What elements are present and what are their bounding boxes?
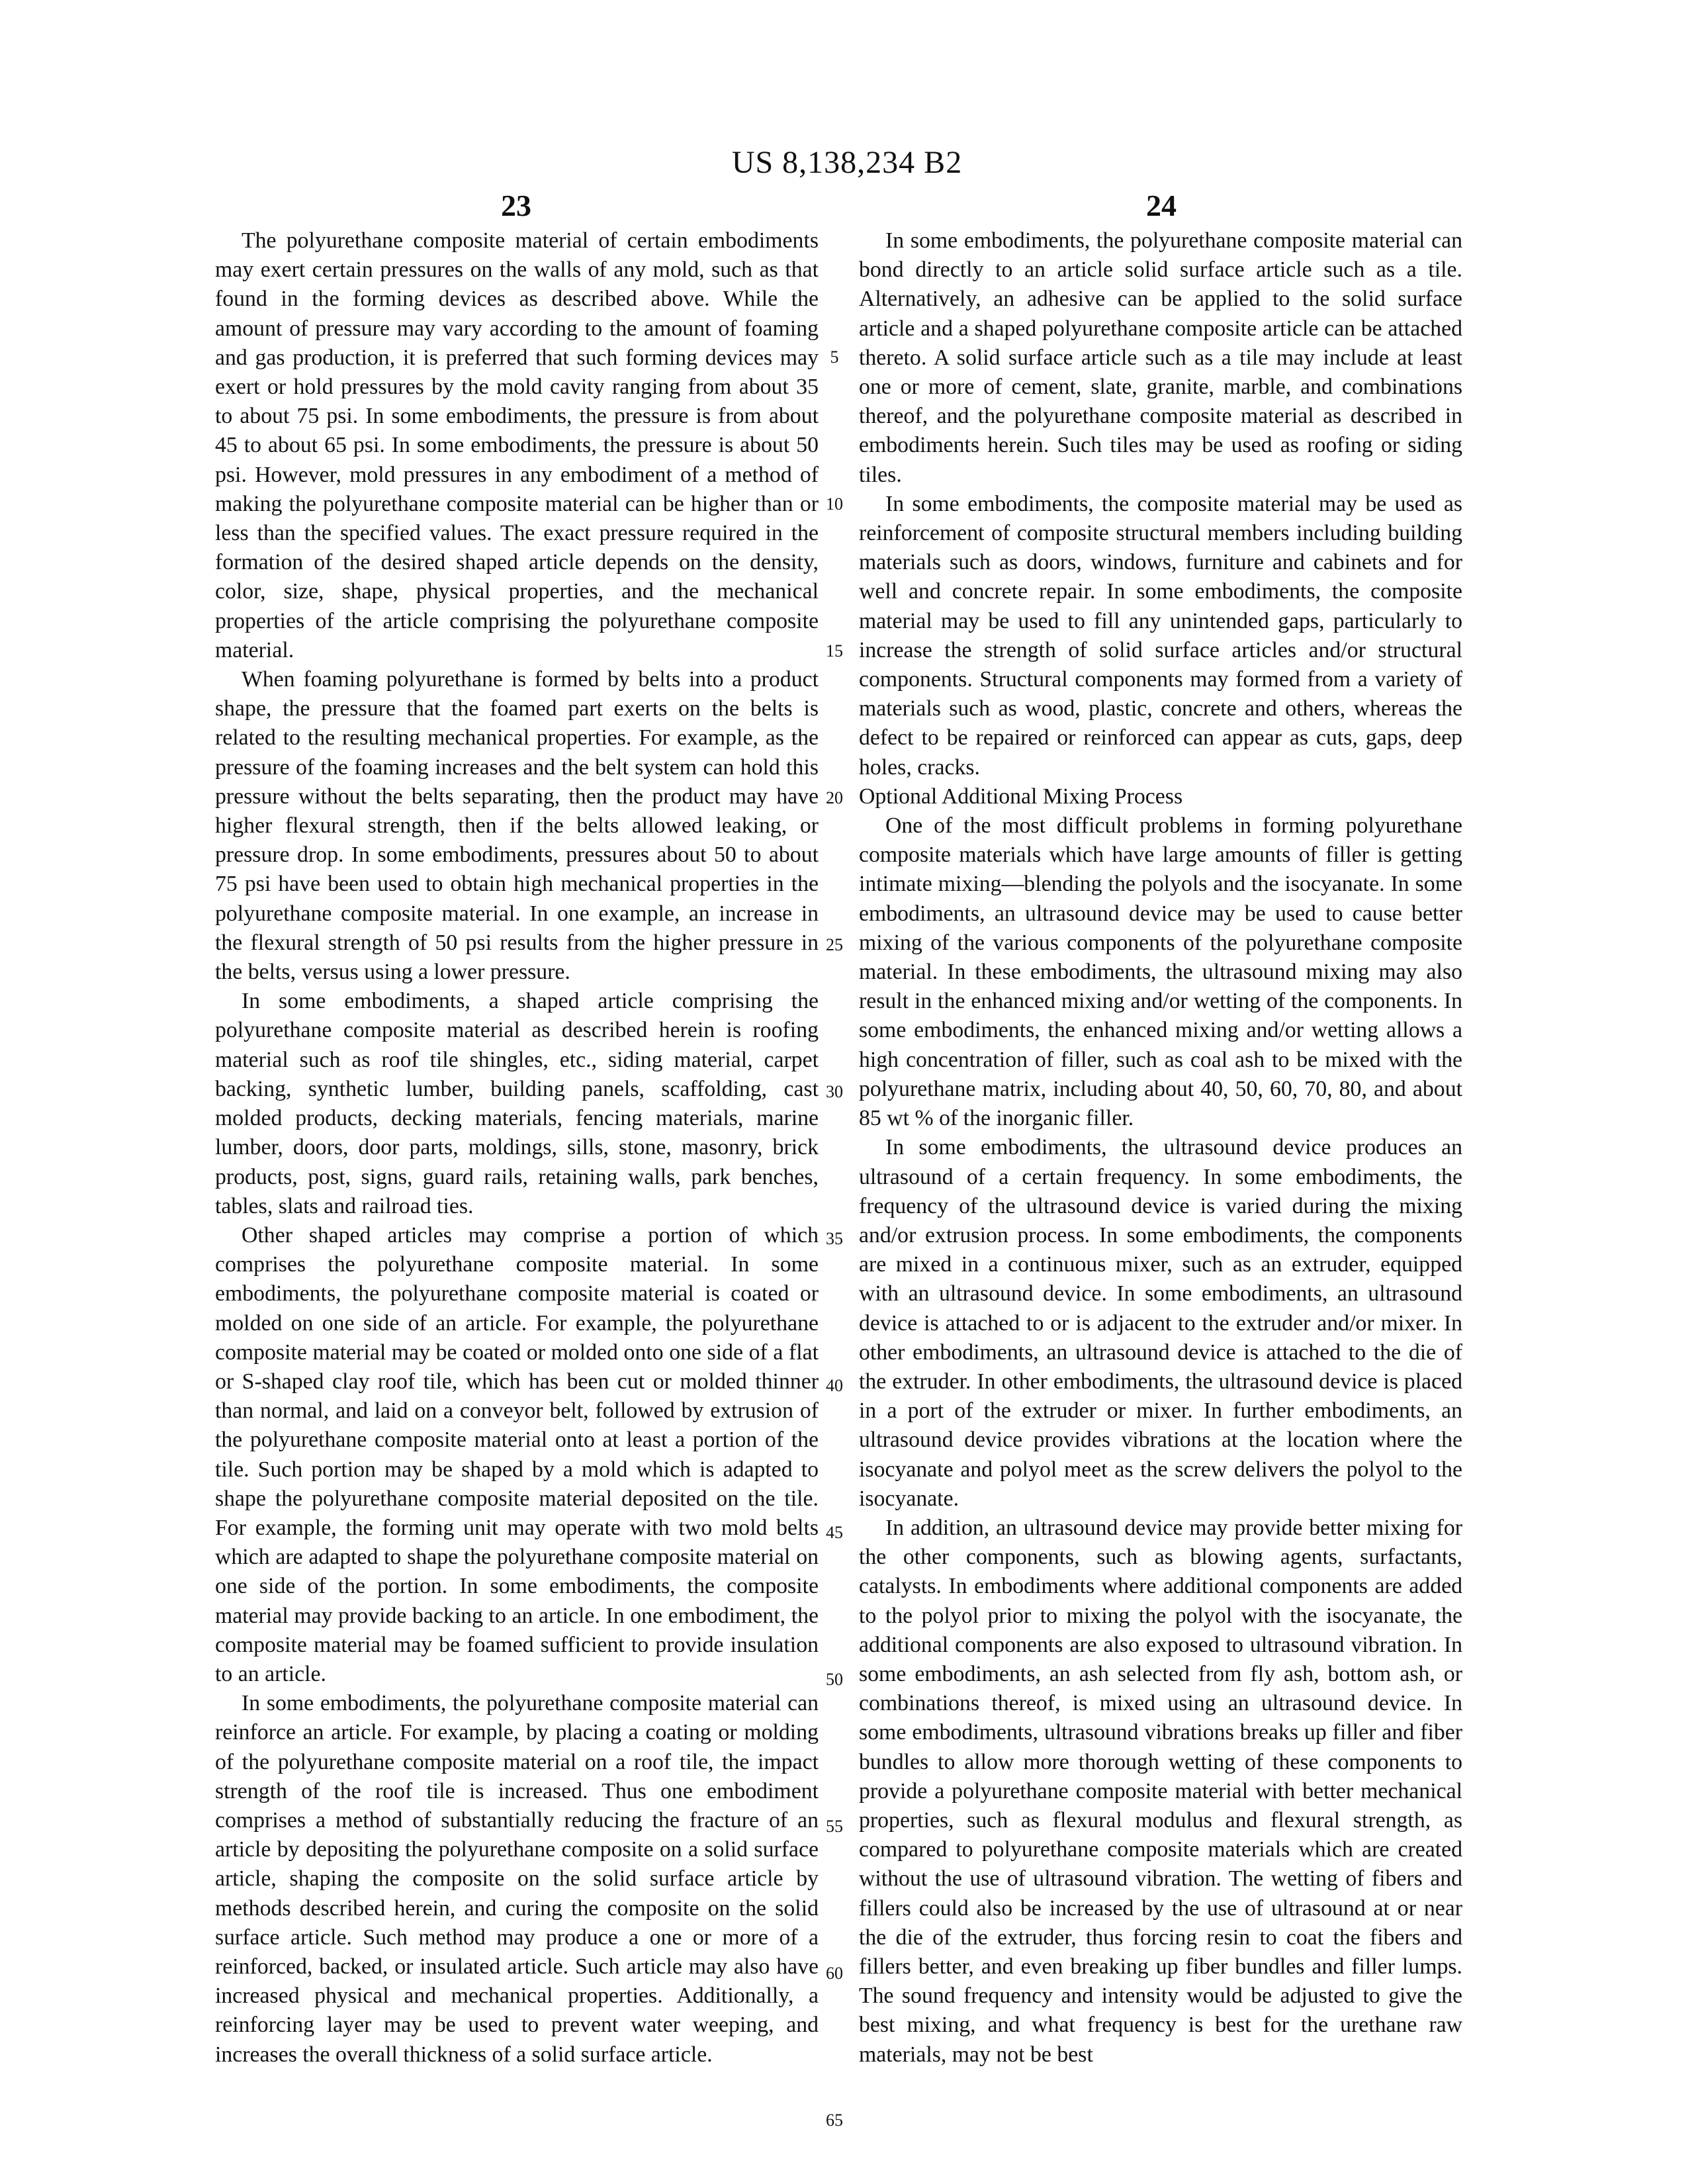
section-heading: Optional Additional Mixing Process (859, 782, 1462, 811)
left-paragraph-1: The polyurethane composite material of certain embodiments may exert certain pressures on the walls of any mold, such as that found in the forming devices as described above. While the amount of pressure may vary according to the amount of foaming and gas production, it is preferred that such forming devices may exert or hold pressures by the mold cavity ranging from about 35 to about 75 psi. In some embodiments, the pressure is from about 45 to about 65 psi. In some embodiments, the pressure is about 50 psi. However, mold pressures in any embodiment of a method of making the polyurethane composite material can be higher than or less than the specified values. The exact pressure required in the formation of the desired shaped article depends on the density, color, size, shape, physical properties, and the mechanical properties of the article comprising the polyurethane composite material. (215, 226, 819, 665)
left-paragraph-5: In some embodiments, the polyurethane composite material can reinforce an article. For example, by placing a coating or molding of the polyurethane composite material on a roof tile, the impact strength of the roof tile is increased. Thus one embodiment comprises a method of substantially reducing the fracture of an article by depositing the polyurethane composite on a solid surface article, shaping the composite on the solid surface article by methods described herein, and curing the composite on the solid surface article. Such method may produce a one or more of a reinforced, backed, or insulated article. Such article may also have increased physical and mechanical properties. Additionally, a reinforcing layer may be used to prevent water weeping, and increases the overall thickness of a solid surface article. (215, 1689, 819, 2070)
line-number: 45 (821, 1518, 848, 1547)
line-number: 50 (821, 1665, 848, 1694)
left-paragraph-4: Other shaped articles may comprise a portion of which comprises the polyurethane composite material. In some embodiments, the polyurethane composite material is coated or molded on one side of an article. For example, the polyurethane composite material may be coated or molded onto one side of a flat or S-shaped clay roof tile, which has been cut or molded thinner than normal, and laid on a conveyor belt, followed by extrusion of the polyurethane composite material onto at least a portion of the tile. Such portion may be shaped by a mold which is adapted to shape the polyurethane composite material deposited on the tile. For example, the forming unit may operate with two mold belts which are adapted to shape the polyurethane composite material on one side of the portion. In some embodiments, the composite material may provide backing to an article. In one embodiment, the composite material may be foamed sufficient to provide insulation to an article. (215, 1221, 819, 1689)
line-number: 55 (821, 1812, 848, 1841)
right-paragraph-2: In some embodiments, the composite material may be used as reinforcement of composite structural members including building materials such as doors, windows, furniture and cabinets and for well and concrete repair. In some embodiments, the composite material may be used to fill any unintended gaps, particularly to increase the strength of solid surface articles and/or structural components. Structural components may formed from a variety of materials such as wood, plastic, concrete and others, whereas the defect to be repaired or reinforced can appear as cuts, gaps, deep holes, cracks. (859, 490, 1462, 782)
line-number: 10 (821, 490, 848, 519)
left-paragraph-3: In some embodiments, a shaped article comprising the polyurethane composite material as described herein is roofing material such as roof tile shingles, etc., siding material, carpet backing, synthetic lumber, building panels, scaffolding, cast molded products, decking materials, fencing materials, marine lumber, doors, door parts, moldings, sills, stone, masonry, brick products, post, signs, guard rails, retaining walls, park benches, tables, slats and railroad ties. (215, 987, 819, 1221)
left-column-number: 23 (476, 188, 556, 223)
right-paragraph-1: In some embodiments, the polyurethane composite material can bond directly to an article solid surface article such as a tile. Alternatively, an adhesive can be applied to the solid surface article and a shaped polyurethane composite article can be attached thereto. A solid surface article such as a tile may include at least one or more of cement, slate, granite, marble, and combinations thereof, and the polyurethane composite material as described in embodiments herein. Such tiles may be used as roofing or siding tiles. (859, 226, 1462, 490)
line-number: 20 (821, 784, 848, 813)
right-text-column (859, 226, 1462, 2070)
line-number: 15 (821, 637, 848, 666)
right-column-number: 24 (1122, 188, 1201, 223)
patent-number: US 8,138,234 B2 (0, 144, 1694, 181)
left-paragraph-2: When foaming polyurethane is formed by belts into a product shape, the pressure that the foamed part exerts on the belts is related to the resulting mechanical properties. For example, as the pressure of the foaming increases and the belt system can hold this pressure without the belts separating, then the product may have higher flexural strength, then if the belts allowed leaking, or pressure drop. In some embodiments, pressures about 50 to about 75 psi have been used to obtain high mechanical properties in the polyurethane composite material. In one example, an increase in the flexural strength of 50 psi results from the higher pressure in the belts, versus using a lower pressure. (215, 665, 819, 987)
line-number: 25 (821, 931, 848, 960)
line-number: 60 (821, 1959, 848, 1988)
right-paragraph-5: In addition, an ultrasound device may provide better mixing for the other components, such as blowing agents, surfactants, catalysts. In embodiments where additional components are added to the polyol prior to mixing the polyol with the isocyanate, the additional components are also exposed to ultrasound vibration. In some embodiments, an ash selected from fly ash, bottom ash, or combinations thereof, is mixed using an ultrasound device. In some embodiments, ultrasound vibrations breaks up filler and fiber bundles to allow more thorough wetting of these components to provide a polyurethane composite material with better mechanical properties, such as flexural modulus and flexural strength, as compared to polyurethane composite materials which are created without the use of ultrasound vibration. The wetting of fibers and fillers could also be increased by the use of ultrasound at or near the die of the extruder, thus forcing resin to coat the fibers and fillers better, and even breaking up fiber bundles and filler lumps. The sound frequency and intensity would be adjusted to give the best mixing, and what frequency is best for the urethane raw materials, may not be best (859, 1514, 1462, 2070)
line-number: 30 (821, 1077, 848, 1107)
line-number: 40 (821, 1371, 848, 1400)
patent-page (0, 0, 1694, 2184)
right-paragraph-3: One of the most difficult problems in forming polyurethane composite materials which have large amounts of filler is getting intimate mixing—blending the polyols and the isocyanate. In some embodiments, an ultrasound device may be used to cause better mixing of the various components of the polyurethane composite material. In these embodiments, the ultrasound mixing may also result in the enhanced mixing and/or wetting of the components. In some embodiments, the enhanced mixing and/or wetting allows a high concentration of filler, such as coal ash to be mixed with the polyurethane matrix, including about 40, 50, 60, 70, 80, and about 85 wt % of the inorganic filler. (859, 811, 1462, 1133)
line-number: 5 (821, 343, 848, 372)
line-number: 35 (821, 1224, 848, 1253)
left-text-column (215, 226, 819, 2070)
right-paragraph-4: In some embodiments, the ultrasound device produces an ultrasound of a certain frequency. In some embodiments, the frequency of the ultrasound device is varied during the mixing and/or extrusion process. In some embodiments, the components are mixed in a continuous mixer, such as an extruder, equipped with an ultrasound device. In some embodiments, an ultrasound device is attached to or is adjacent to the extruder and/or mixer. In other embodiments, an ultrasound device is attached to the die of the extruder. In other embodiments, the ultrasound device is placed in a port of the extruder or mixer. In further embodiments, an ultrasound device provides vibrations at the location where the isocyanate and polyol meet as the screw delivers the polyol to the isocyanate. (859, 1133, 1462, 1514)
line-number: 65 (821, 2106, 848, 2135)
